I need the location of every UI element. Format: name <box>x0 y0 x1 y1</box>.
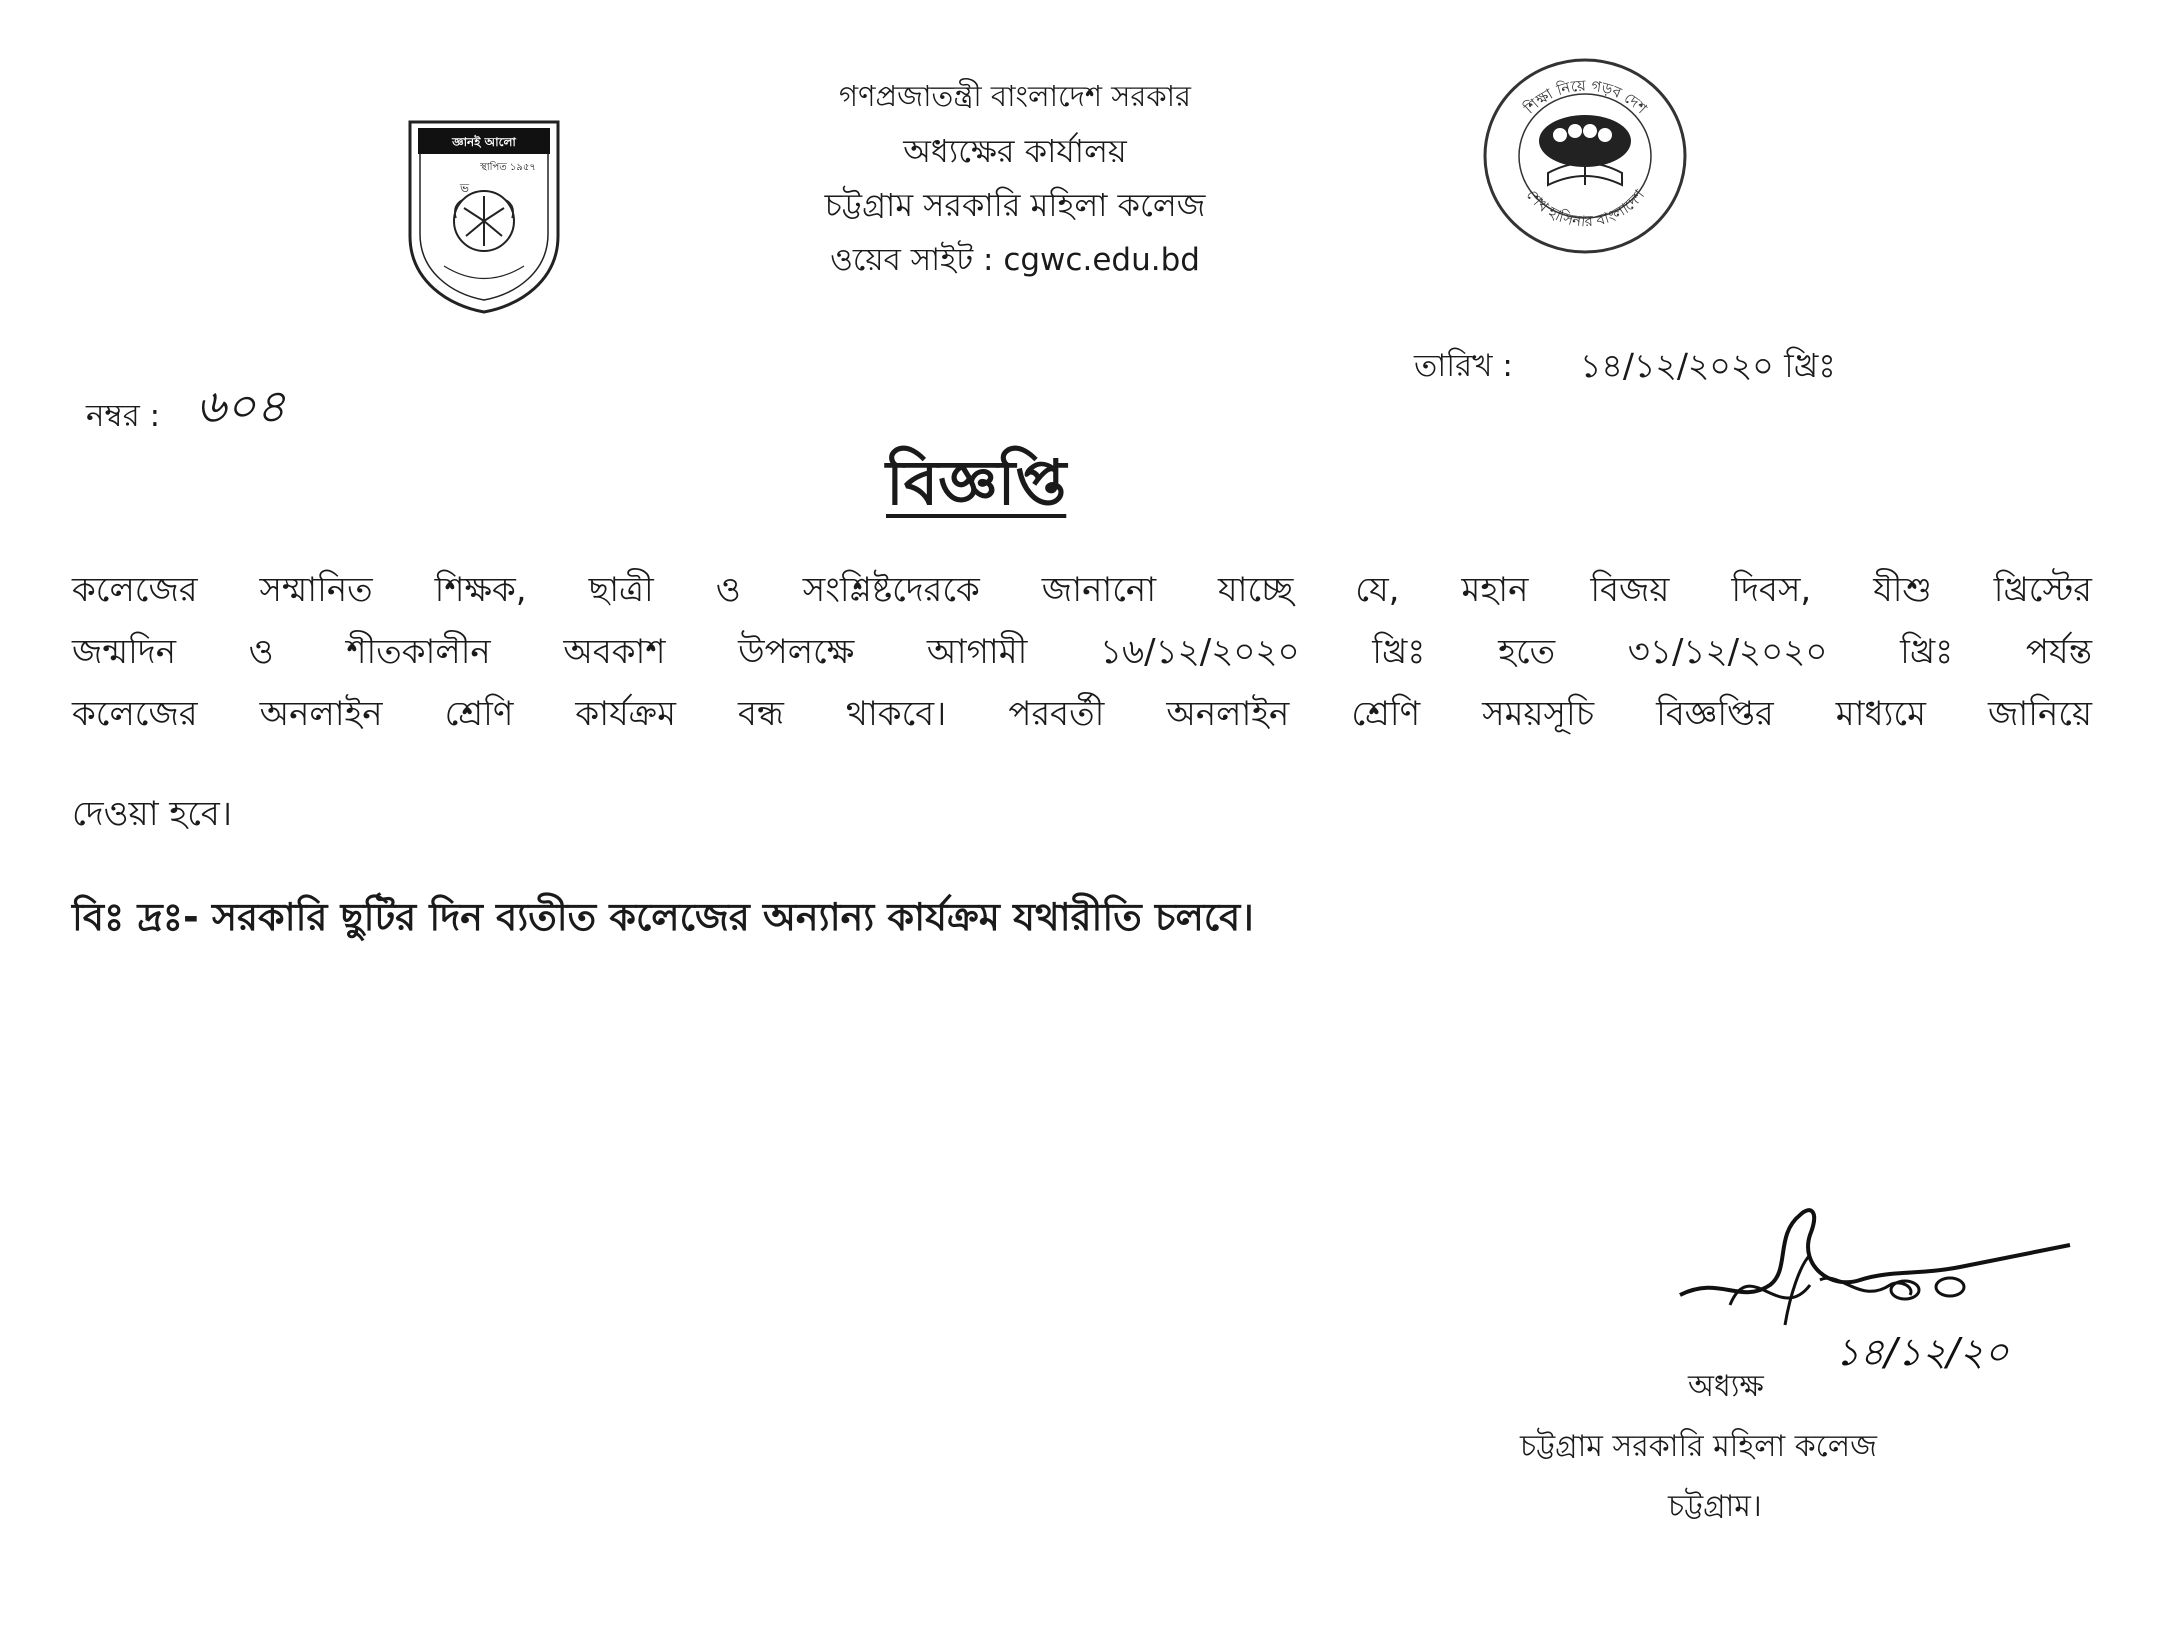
date-value: ১৪/১২/২০২০ খ্রিঃ <box>1580 346 1836 385</box>
svg-text:শেখ হাসিনার বাংলাদেশ: শেখ হাসিনার বাংলাদেশ <box>1522 185 1649 231</box>
notice-body-line: কলেজের অনলাইন শ্রেণি কার্যক্রম বন্ধ থাকবে। পরবর্তী অনলাইন শ্রেণি সময়সূচি বিজ্ঞপ্তির মাধ্যমে জানিয়ে <box>72 694 2092 734</box>
svg-text:শিক্ষা নিয়ে গড়ব দেশ: শিক্ষা নিয়ে গড়ব দেশ <box>1520 76 1651 118</box>
svg-text:জ্ঞানই আলো: জ্ঞানই আলো <box>452 135 516 149</box>
date-label: তারিখ : <box>1414 348 1513 384</box>
signature-college-name: চট্টগ্রাম সরকারি মহিলা কলেজ <box>1520 1429 1877 1464</box>
notice-footnote: বিঃ দ্রঃ- সরকারি ছুটির দিন ব্যতীত কলেজের অন্যান্য কার্যক্রম যথারীতি চলবে। <box>72 895 1254 939</box>
notice-body-line: কলেজের সম্মানিত শিক্ষক, ছাত্রী ও সংশ্লিষ্টদেরকে জানানো যাচ্ছে যে, মহান বিজয় দিবস, যীশু খ্রিস্টের <box>72 570 2092 610</box>
office-name: অধ্যক্ষের কার্যালয় <box>903 132 1127 170</box>
svg-text:ভ: ভ <box>460 181 469 195</box>
slogan-seal-logo <box>1478 53 1693 258</box>
notice-title: বিজ্ঞপ্তি <box>886 446 1067 519</box>
svg-text:১৪/১২/২০: ১৪/১২/২০ <box>1835 1330 2009 1374</box>
principal-title: অধ্যক্ষ <box>1688 1369 1764 1404</box>
notice-body-line: দেওয়া হবে। <box>72 794 232 834</box>
memo-number-value: ৬০৪ <box>196 379 286 433</box>
college-name: চট্টগ্রাম সরকারি মহিলা কলেজ <box>824 186 1206 224</box>
svg-text:স্থাপিত ১৯৫৭: স্থাপিত ১৯৫৭ <box>480 162 536 173</box>
memo-number-label: নম্বর : <box>86 398 161 434</box>
signature-city: চট্টগ্রাম। <box>1668 1489 1762 1524</box>
college-logo <box>404 116 564 316</box>
government-name: গণপ্রজাতন্ত্রী বাংলাদেশ সরকার <box>838 79 1192 113</box>
notice-body-line: জন্মদিন ও শীতকালীন অবকাশ উপলক্ষে আগামী ১৬/১২/২০২০ খ্রিঃ হতে ৩১/১২/২০২০ খ্রিঃ পর্যন্ত <box>72 632 2092 672</box>
website-line: ওয়েব সাইট : cgwc.edu.bd <box>830 242 1200 278</box>
